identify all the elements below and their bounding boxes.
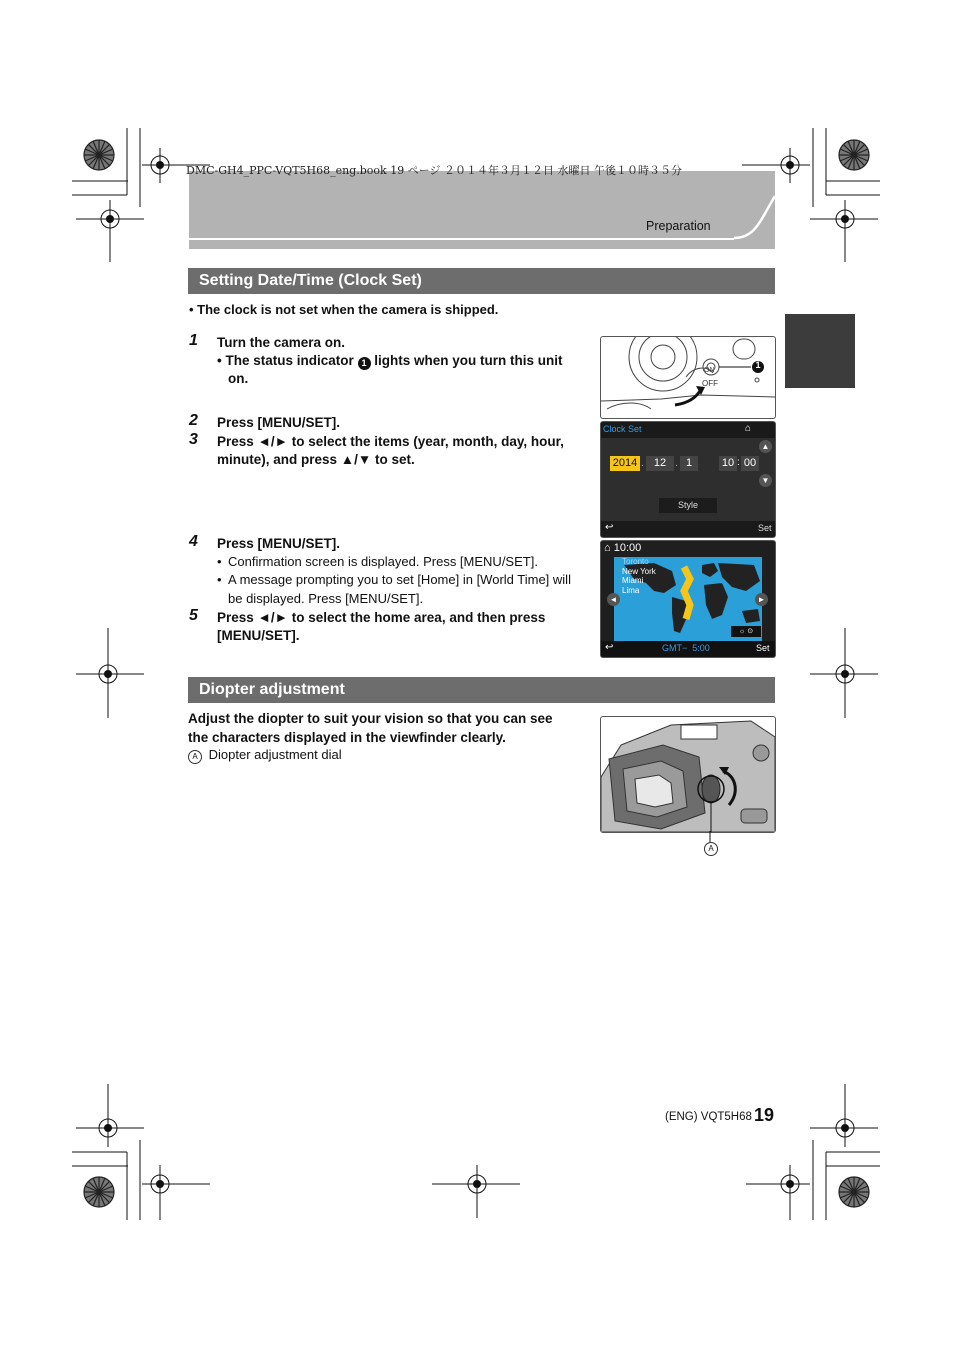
viewfinder-drawing xyxy=(601,717,775,832)
section-label: Preparation xyxy=(646,219,711,233)
city-item: Toronto xyxy=(622,557,649,566)
diopter-caption xyxy=(188,746,342,765)
set-label[interactable]: Set xyxy=(758,523,772,533)
camera-top-drawing xyxy=(601,337,775,418)
step-number: 3 xyxy=(189,431,198,448)
bullet-mark: • xyxy=(217,554,222,569)
step-text-cont: minute), and press ▲/▼ to set. xyxy=(217,452,415,467)
step-text: Press [MENU/SET]. xyxy=(217,415,341,430)
print-meta-line: DMC-GH4_PPC-VQT5H68_eng.book 19 ページ ２０１４年３月１２日 水曜日 午後１０時３５分 xyxy=(186,164,682,177)
page-number: 19 xyxy=(754,1105,775,1125)
step-sub-cont: on. xyxy=(228,371,249,386)
callout-a-icon: A xyxy=(188,750,202,764)
bullet-text: Confirmation screen is displayed. Press [MENU/SET]. xyxy=(228,554,538,569)
diopter-instruction: Adjust the diopter to suit your vision so that you can see xyxy=(188,711,553,726)
clock-set-title: Clock Set xyxy=(603,424,642,434)
step-text: Turn the camera on. xyxy=(217,335,346,350)
back-icon[interactable]: ↩ xyxy=(605,522,614,533)
step-text: Press ◄/► to select the home area, and then press xyxy=(217,610,546,625)
step-text-cont: [MENU/SET]. xyxy=(217,628,300,643)
date-separator: . xyxy=(641,458,644,469)
back-icon[interactable]: ↩ xyxy=(605,642,614,653)
world-time-screen xyxy=(600,540,776,658)
home-time: 10:00 xyxy=(613,542,642,554)
summer-time-icon: ☼ ⊙ xyxy=(731,626,761,637)
clock-set-screen xyxy=(600,421,776,538)
scroll-down-icon[interactable]: ▼ xyxy=(759,474,772,487)
section-title-clock-set: Setting Date/Time (Clock Set) xyxy=(188,268,775,294)
callout-a-label: A xyxy=(704,842,718,856)
diopter-instruction-cont: the characters displayed in the viewfinder clearly. xyxy=(188,730,506,745)
month-field[interactable]: 12 xyxy=(646,456,674,471)
city-item: Miami xyxy=(622,576,644,585)
home-time-row xyxy=(604,542,641,554)
step-sub-before: • The status indicator xyxy=(217,353,354,368)
footer-code: (ENG) VQT5H68 xyxy=(665,1111,752,1123)
off-label: OFF xyxy=(702,379,718,388)
step-number: 4 xyxy=(189,533,198,550)
prev-region-icon[interactable]: ◄ xyxy=(607,593,620,606)
step-text: Press [MENU/SET]. xyxy=(217,536,341,551)
home-icon: ⌂ xyxy=(604,542,611,554)
city-item: Lima xyxy=(622,585,640,595)
city-item: New York xyxy=(622,566,656,576)
minute-field[interactable]: 00 xyxy=(741,456,759,471)
on-label: ON xyxy=(704,367,715,374)
shipping-note: • The clock is not set when the camera is shipped. xyxy=(189,302,499,317)
chapter-tab xyxy=(785,314,855,388)
bullet-mark: • xyxy=(217,572,222,587)
day-field[interactable]: 1 xyxy=(680,456,698,471)
camera-power-illustration xyxy=(600,336,776,419)
home-icon: ⌂ xyxy=(745,423,752,434)
year-field[interactable]: 2014 xyxy=(610,456,640,471)
indicator-callout: 1 xyxy=(755,360,761,370)
diopter-caption-text: Diopter adjustment dial xyxy=(208,747,342,762)
time-separator: : xyxy=(737,457,740,468)
style-button[interactable]: Style xyxy=(659,498,717,513)
step-sub-line xyxy=(217,352,563,371)
step-number: 5 xyxy=(189,607,198,624)
header-divider xyxy=(189,238,734,240)
step-text: Press ◄/► to select the items (year, month, day, hour, xyxy=(217,434,564,449)
hour-field[interactable]: 10 xyxy=(719,456,737,471)
section-title-diopter: Diopter adjustment xyxy=(188,677,775,703)
date-separator: . xyxy=(675,458,678,469)
next-region-icon[interactable]: ► xyxy=(755,593,768,606)
indicator-marker-icon: 1 xyxy=(358,357,371,370)
gmt-offset: GMT− 5:00 xyxy=(662,643,710,653)
step-number: 1 xyxy=(189,332,198,349)
header-curve xyxy=(700,171,775,241)
bullet-text: A message prompting you to set [Home] in [World Time] will xyxy=(228,572,571,587)
step-sub-after: lights when you turn this unit xyxy=(374,353,563,368)
viewfinder-illustration xyxy=(600,716,776,833)
set-label[interactable]: Set xyxy=(756,643,770,653)
scroll-up-icon[interactable]: ▲ xyxy=(759,440,772,453)
step-number: 2 xyxy=(189,412,198,429)
city-list xyxy=(622,557,656,595)
bullet-text: be displayed. Press [MENU/SET]. xyxy=(228,591,424,606)
